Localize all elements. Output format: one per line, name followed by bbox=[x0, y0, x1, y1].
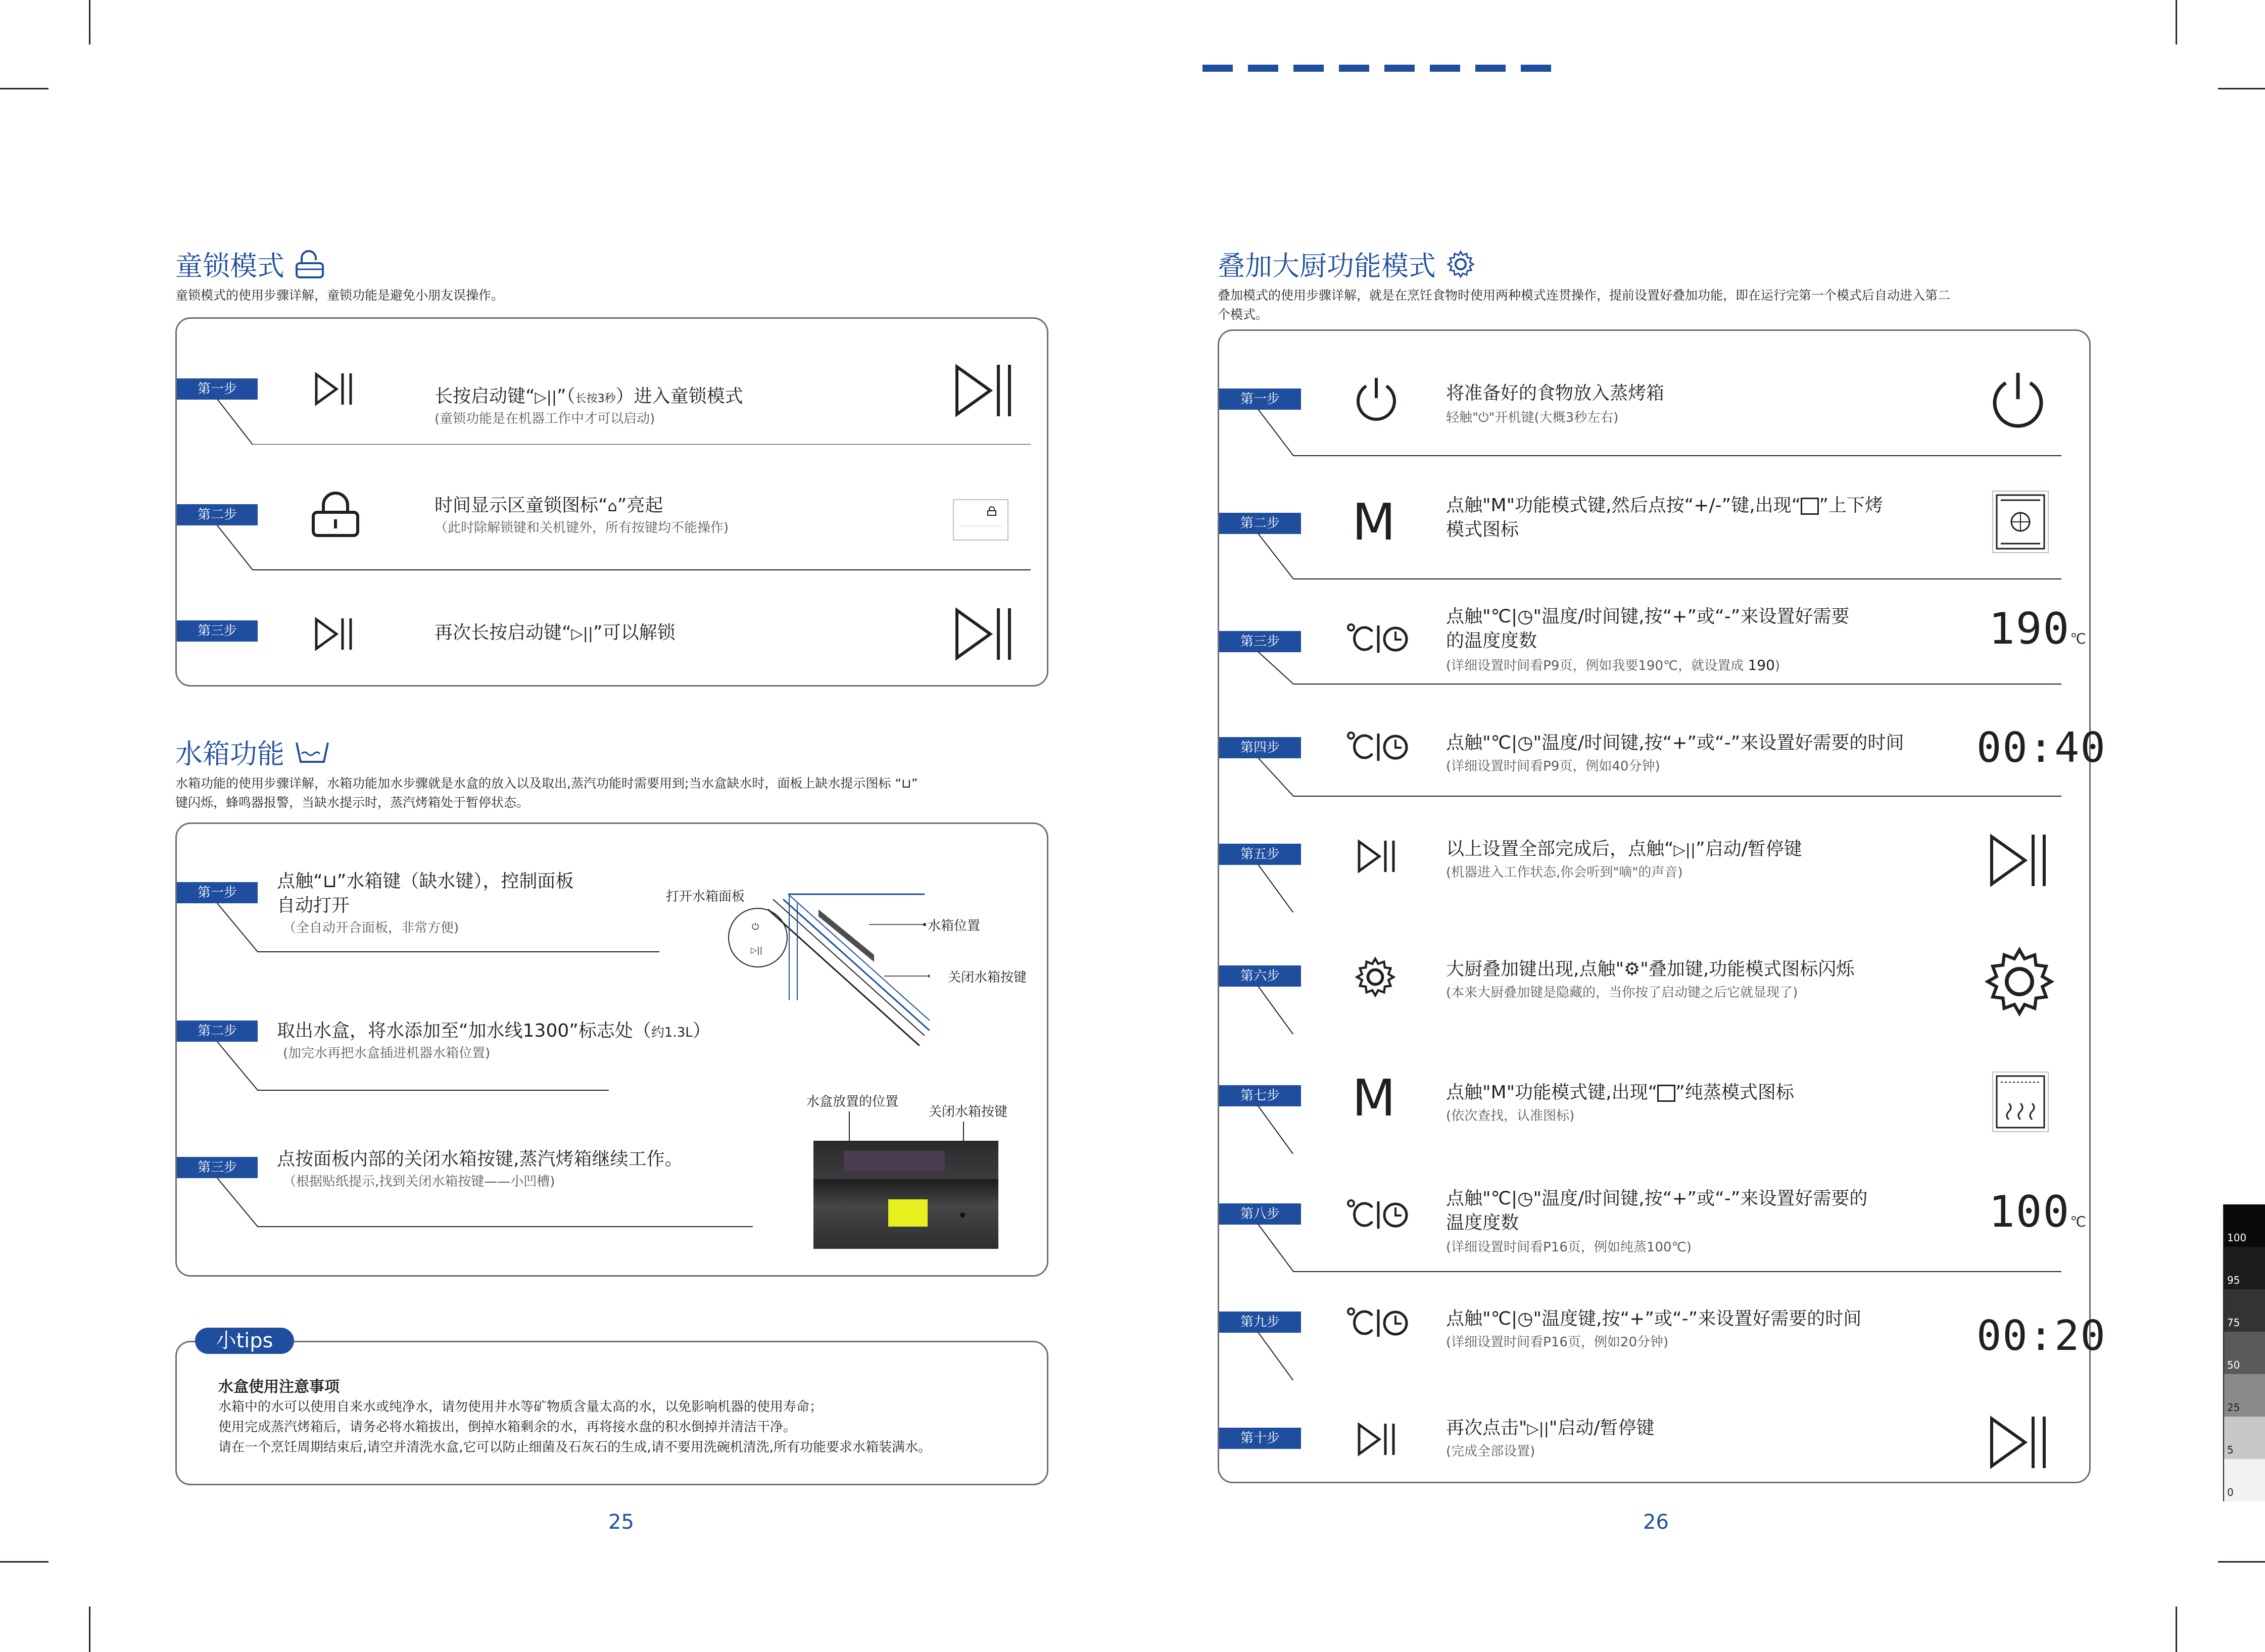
step-main-text: 再次长按启动键“▷||”可以解锁 bbox=[435, 622, 676, 643]
step-sub-text: (详细设置时间看P9页，例如我要190℃，就设置成 190) bbox=[1446, 657, 1780, 673]
step-tag: 第二步 bbox=[1219, 513, 1301, 534]
tips-line: 水箱中的水可以使用自来水或纯净水，请勿使用井水等矿物质含量太高的水，以免影响机器的使用寿命； bbox=[218, 1399, 823, 1415]
step-sub-text: (详细设置时间看P16页，例如20分钟) bbox=[1446, 1335, 1669, 1350]
time-display: 00:40 bbox=[1977, 724, 2106, 772]
step-sub-text: (依次查找，认准图标) bbox=[1446, 1108, 1575, 1124]
photo-label-box-position: 水盒放置的位置 bbox=[806, 1094, 899, 1109]
time-display: 00:20 bbox=[1977, 1312, 2106, 1360]
step-main-text-line2: 自动打开 bbox=[277, 895, 350, 916]
gear-icon bbox=[1354, 956, 1396, 998]
diagram-label-open-panel: 打开水箱面板 bbox=[666, 889, 745, 904]
step-sub-text: (童锁功能是在机器工作中才可以启动) bbox=[435, 411, 655, 426]
gray-swatch-label: 25 bbox=[2227, 1401, 2240, 1414]
gray-swatch bbox=[2224, 1417, 2265, 1459]
play-pause-icon bbox=[1989, 1415, 2049, 1470]
step-sub-text: （此时除解锁键和关机键外，所有按键均不能操作) bbox=[435, 520, 729, 536]
panel-open-diagram bbox=[717, 879, 930, 1046]
play-pause-icon: ▷|| bbox=[1673, 841, 1696, 859]
play-pause-icon: ▷|| bbox=[535, 388, 557, 406]
step-sub-text: (详细设置时间看P9页，例如40分钟) bbox=[1446, 759, 1660, 774]
diagram-label-tank-position: 水箱位置 bbox=[928, 918, 981, 934]
step-main-text: 长按启动键“▷||”（长按3秒）进入童锁模式 bbox=[435, 386, 743, 407]
gray-swatch bbox=[2224, 1332, 2265, 1374]
play-pause-icon bbox=[954, 606, 1015, 662]
lock-icon bbox=[310, 491, 361, 538]
water-tank-icon: ⊔ bbox=[322, 871, 337, 892]
photo-sticker bbox=[888, 1199, 928, 1227]
svg-text:⏻: ⏻ bbox=[752, 921, 759, 932]
step-sub-text: (加完水再把水盒插进机器水箱位置) bbox=[283, 1046, 491, 1061]
gear-icon bbox=[1983, 945, 2056, 1018]
step-tag: 第七步 bbox=[1219, 1085, 1301, 1106]
temp-time-icon: ℃|◷ bbox=[1490, 606, 1533, 627]
chef-title: 叠加大厨功能模式 bbox=[1218, 245, 1475, 283]
power-icon bbox=[1352, 375, 1401, 423]
steam-icon bbox=[1992, 1071, 2049, 1133]
step-sub-text: （全自动开合面板，非常方便) bbox=[283, 920, 459, 936]
step-sub-text: 轻触"⏻"开机键(大概3秒左右) bbox=[1446, 410, 1619, 425]
photo-leader-line bbox=[849, 1111, 850, 1143]
oven-photo bbox=[813, 1141, 998, 1249]
crop-mark bbox=[2218, 88, 2265, 89]
crop-mark bbox=[2176, 0, 2177, 44]
m-mode-icon: M bbox=[1352, 1068, 1396, 1128]
step-tag: 第三步 bbox=[177, 620, 258, 642]
grayscale-swatches bbox=[2224, 1204, 2265, 1501]
tips-line: 请在一个烹饪周期结束后,请空并清洗水盒,它可以防止细菌及石灰石的生成,请不要用洗碗机清洗,所有功能要求水箱装满水。 bbox=[218, 1440, 932, 1455]
step-sub-text: (完成全部设置) bbox=[1446, 1444, 1535, 1459]
svg-text:▷||: ▷|| bbox=[751, 945, 763, 955]
step-tag: 第八步 bbox=[1219, 1203, 1301, 1225]
step-sub-text: (本来大厨叠加键是隐藏的，当你按了启动键之后它就显现了) bbox=[1446, 985, 1798, 1000]
step-main-text: 点触"℃|◷"温度/时间键,按“+”或“-”来设置好需要的时间 bbox=[1446, 733, 1904, 753]
temp-time-icon bbox=[1346, 1198, 1409, 1231]
step-main-text: 点触"M"功能模式键,然后点按“+/-”键,出现“ ”上下烤 bbox=[1446, 495, 1883, 516]
step-sub-text: (详细设置时间看P16页，例如纯蒸100℃) bbox=[1446, 1240, 1692, 1255]
step-tag: 第二步 bbox=[177, 504, 258, 525]
tips-heading: 水盒使用注意事项 bbox=[218, 1378, 340, 1396]
crop-mark bbox=[89, 1607, 90, 1652]
gray-swatch bbox=[2224, 1204, 2265, 1247]
watertank-desc: 水箱功能的使用步骤详解，水箱功能加水步骤就是水盒的放入以及取出,蒸汽功能时需要用到;当水盒缺水时，面板上缺水提示图标 “⊔” 键闪烁，蜂鸣器报警，当缺水提示时，蒸汽烤箱处于暂停状态。 bbox=[175, 776, 918, 810]
water-tank-icon bbox=[295, 740, 330, 765]
m-mode-icon: M bbox=[1352, 493, 1396, 552]
crop-mark bbox=[0, 88, 49, 89]
gray-swatch bbox=[2224, 1289, 2265, 1332]
gray-swatch-label: 5 bbox=[2227, 1444, 2234, 1456]
photo-button-dot bbox=[960, 1212, 965, 1218]
step-tag: 第九步 bbox=[1219, 1311, 1301, 1333]
clipped-heading-remnant bbox=[1202, 65, 1566, 72]
gear-icon: ⚙ bbox=[1624, 959, 1641, 980]
step-main-text: 以上设置全部完成后，点触“▷||”启动/暂停键 bbox=[1446, 839, 1802, 859]
step-sub-text: (机器进入工作状态,你会听到"嘀"的声音) bbox=[1446, 865, 1683, 880]
step-main-text: 点触"℃|◷"温度/时间键,按“+”或“-”来设置好需要的 bbox=[1446, 1188, 1868, 1209]
temp-time-icon bbox=[1346, 1306, 1409, 1339]
step-main-text: 点触"℃|◷"温度/时间键,按“+”或“-”来设置好需要 bbox=[1446, 606, 1850, 627]
step-tag: 第六步 bbox=[1219, 965, 1301, 987]
display-lock-thumbnail bbox=[953, 499, 1008, 541]
tips-tag: 小tips bbox=[195, 1328, 294, 1354]
page-number: 25 bbox=[608, 1511, 634, 1534]
power-icon bbox=[1988, 370, 2048, 430]
gray-swatch-label: 75 bbox=[2227, 1317, 2240, 1329]
gray-swatch-label: 100 bbox=[2227, 1232, 2247, 1244]
step-main-text: 再次点击"▷||"启动/暂停键 bbox=[1446, 1418, 1655, 1438]
step-tag: 第十步 bbox=[1219, 1428, 1301, 1449]
lock-icon: ⌂ bbox=[607, 498, 617, 515]
temp-time-icon bbox=[1346, 622, 1409, 655]
play-pause-icon bbox=[314, 371, 355, 407]
temperature-display: 190℃ bbox=[1989, 604, 2087, 654]
gray-swatch bbox=[2224, 1247, 2265, 1289]
step-tag: 第一步 bbox=[1219, 388, 1301, 410]
play-pause-icon: ▷|| bbox=[571, 625, 593, 643]
step-main-text: 点触“⊔”水箱键（缺水键），控制面板 bbox=[277, 871, 574, 892]
temp-time-icon: ℃|◷ bbox=[1490, 1308, 1533, 1329]
photo-label-close-button: 关闭水箱按键 bbox=[929, 1104, 1008, 1120]
power-icon: ⏻ bbox=[1478, 410, 1489, 425]
step-main-text: 将准备好的食物放入蒸烤箱 bbox=[1446, 383, 1665, 404]
grayscale-color-bar bbox=[2223, 1204, 2265, 1501]
step-main-text-line2: 的温度度数 bbox=[1446, 630, 1537, 651]
temp-time-icon: ℃|◷ bbox=[1490, 733, 1533, 753]
top-bottom-grill-icon bbox=[1801, 498, 1819, 515]
play-pause-icon bbox=[314, 616, 355, 652]
water-tank-icon: ⊔ bbox=[901, 776, 911, 791]
gray-swatch-label: 95 bbox=[2227, 1274, 2240, 1286]
step-main-text: 大厨叠加键出现,点触"⚙"叠加键,功能模式图标闪烁 bbox=[1446, 959, 1855, 980]
crop-mark bbox=[0, 1561, 49, 1563]
step-main-text-line2: 温度度数 bbox=[1446, 1212, 1519, 1233]
play-pause-icon bbox=[1989, 833, 2049, 888]
steam-icon bbox=[1657, 1085, 1675, 1102]
play-pause-icon bbox=[1357, 839, 1397, 874]
step-tag: 第三步 bbox=[1219, 631, 1301, 652]
page-number: 26 bbox=[1643, 1511, 1669, 1534]
childlock-title: 童锁模式 bbox=[175, 245, 325, 283]
temp-time-icon: ℃|◷ bbox=[1490, 1188, 1533, 1209]
step-tag: 第二步 bbox=[177, 1021, 258, 1042]
play-pause-icon bbox=[954, 363, 1015, 418]
step-tag: 第一步 bbox=[177, 882, 258, 903]
crop-mark bbox=[2176, 1607, 2177, 1652]
step-tag: 第四步 bbox=[1219, 737, 1301, 758]
crop-mark bbox=[2218, 1561, 2265, 1563]
play-pause-icon bbox=[1357, 1422, 1397, 1457]
step-main-text: 点触"℃|◷"温度键,按“+”或“-”来设置好需要的时间 bbox=[1446, 1308, 1862, 1329]
step-main-text-line2: 模式图标 bbox=[1446, 519, 1519, 540]
step-tag: 第三步 bbox=[177, 1157, 258, 1178]
gray-swatch-label: 50 bbox=[2227, 1359, 2240, 1371]
childlock-desc: 童锁模式的使用步骤详解，童锁功能是避免小朋友误操作。 bbox=[175, 288, 504, 303]
step-tag: 第一步 bbox=[177, 378, 258, 400]
gray-swatch-label: 0 bbox=[2227, 1486, 2234, 1498]
step-main-text: 点按面板内部的关闭水箱按键,蒸汽烤箱继续工作。 bbox=[277, 1149, 683, 1170]
lock-icon bbox=[986, 506, 997, 516]
temp-time-icon bbox=[1346, 731, 1409, 763]
tips-line: 使用完成蒸汽烤箱后，请务必将水箱拔出，倒掉水箱剩余的水，再将接水盘的积水倒掉并清洁干净。 bbox=[218, 1420, 797, 1435]
gear-icon bbox=[1446, 250, 1475, 279]
step-main-text: 点触"M"功能模式键,出现“ ”纯蒸模式图标 bbox=[1446, 1082, 1794, 1103]
gray-swatch bbox=[2224, 1459, 2265, 1501]
play-pause-icon: ▷|| bbox=[1527, 1420, 1549, 1438]
gray-swatch bbox=[2224, 1374, 2265, 1417]
step-main-text: 取出水盒，将水添加至“加水线1300”标志处（约1.3L） bbox=[277, 1021, 711, 1041]
temperature-display: 100℃ bbox=[1989, 1187, 2087, 1237]
photo-cavity-top bbox=[844, 1151, 945, 1171]
step-main-text: 时间显示区童锁图标“⌂”亮起 bbox=[435, 495, 663, 516]
lock-open-icon bbox=[295, 250, 325, 278]
chef-desc: 叠加模式的使用步骤详解，就是在烹饪食物时使用两种模式连贯操作，提前设置好叠加功能，即在运行完第一个模式后自动进入第二 个模式。 bbox=[1218, 288, 1951, 322]
step-sub-text: （根据贴纸提示,找到关闭水箱按键——小凹槽) bbox=[283, 1174, 555, 1189]
crop-mark bbox=[89, 0, 90, 44]
watertank-title: 水箱功能 bbox=[175, 733, 330, 771]
top-bottom-grill-icon bbox=[1992, 490, 2049, 554]
diagram-label-close-button: 关闭水箱按键 bbox=[948, 970, 1027, 985]
step-tag: 第五步 bbox=[1219, 844, 1301, 865]
